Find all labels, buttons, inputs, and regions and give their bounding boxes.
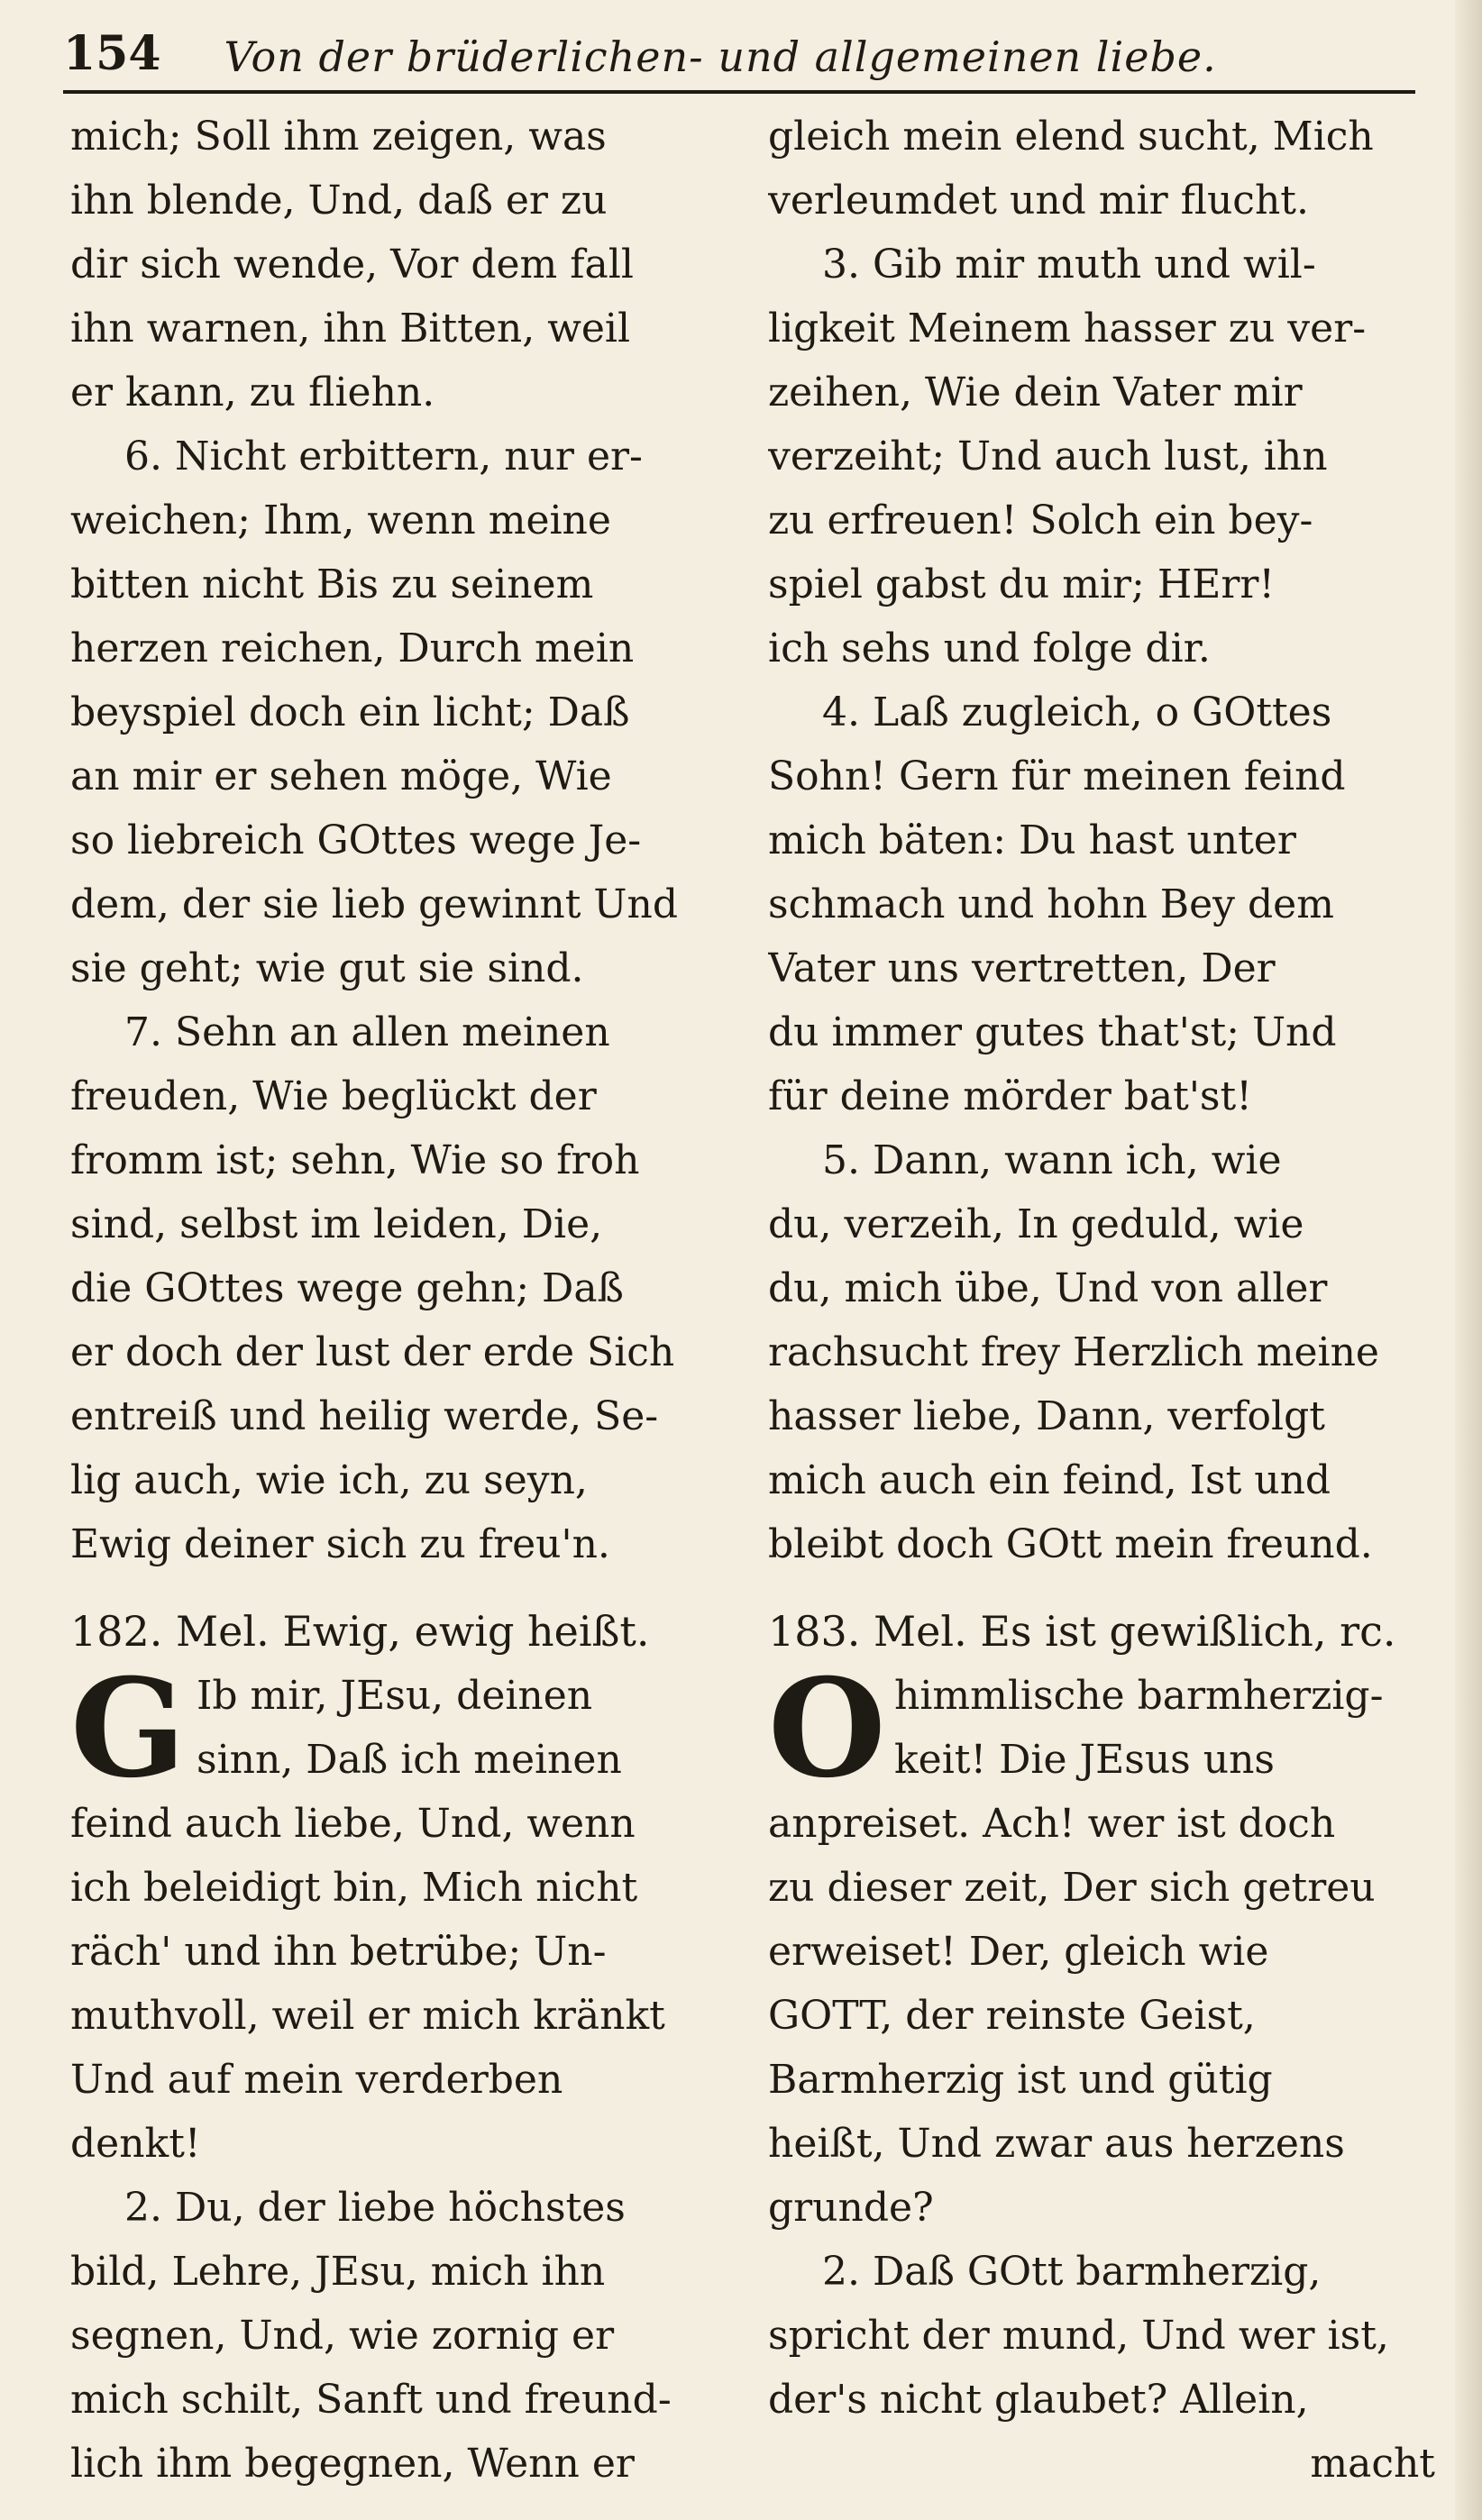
text-line: mich schilt, Sanft und freund- bbox=[70, 2377, 672, 2423]
text-line: feind auch liebe, Und, wenn bbox=[70, 1801, 636, 1847]
hymn-183-cap-line: keit! Die JEsus uns bbox=[894, 1737, 1275, 1783]
hymn-182-dropcap: G bbox=[70, 1649, 187, 1808]
page-number: 154 bbox=[63, 26, 161, 81]
text-line: fromm ist; sehn, Wie so froh bbox=[70, 1137, 640, 1183]
hymn-182-opening bbox=[70, 1649, 737, 1808]
text-line: an mir er sehen möge, Wie bbox=[70, 753, 612, 799]
text-line: mich; Soll ihm zeigen, was bbox=[70, 114, 607, 160]
text-line: sie geht; wie gut sie sind. bbox=[70, 945, 584, 991]
text-line: Vater uns vertretten, Der bbox=[768, 945, 1276, 991]
text-line: freuden, Wie beglückt der bbox=[70, 1073, 597, 1119]
text-line: 3. Gib mir muth und wil- bbox=[822, 242, 1316, 288]
text-line: denkt! bbox=[70, 2121, 201, 2167]
text-line: verleumdet und mir flucht. bbox=[768, 178, 1309, 224]
text-line: weichen; Ihm, wenn meine bbox=[70, 498, 611, 543]
text-line: bitten nicht Bis zu seinem bbox=[70, 562, 594, 607]
right-column bbox=[768, 105, 1435, 2496]
text-line: Barmherzig ist und gütig bbox=[768, 2057, 1273, 2103]
text-line: er doch der lust der erde Sich bbox=[70, 1329, 675, 1375]
text-line: herzen reichen, Durch mein bbox=[70, 625, 635, 671]
left-column-text bbox=[70, 105, 737, 1576]
hymn-183-cap-line: himmlische barmherzig- bbox=[894, 1673, 1384, 1719]
text-line: Sohn! Gern für meinen feind bbox=[768, 753, 1346, 799]
hymn-182-text bbox=[70, 1792, 737, 2496]
page-edge bbox=[1455, 0, 1482, 2520]
text-line: verzeiht; Und auch lust, ihn bbox=[768, 434, 1328, 479]
text-line: spricht der mund, Und wer ist, bbox=[768, 2313, 1389, 2359]
text-line: zu erfreuen! Solch ein bey- bbox=[768, 498, 1313, 543]
header-rule bbox=[63, 90, 1415, 94]
hymn-182-cap-line: sinn, Daß ich meinen bbox=[197, 1737, 622, 1783]
running-title: Von der brüderlichen- und allgemeinen liebe. bbox=[224, 32, 1217, 81]
text-line: ihn blende, Und, daß er zu bbox=[70, 178, 608, 224]
text-line: bleibt doch GOtt mein freund. bbox=[768, 1521, 1373, 1567]
text-line: sind, selbst im leiden, Die, bbox=[70, 1201, 603, 1247]
text-line: dem, der sie lieb gewinnt Und bbox=[70, 881, 679, 927]
text-line: ligkeit Meinem hasser zu ver- bbox=[768, 306, 1367, 352]
text-line: anpreiset. Ach! wer ist doch bbox=[768, 1801, 1336, 1847]
text-line: ihn warnen, ihn Bitten, weil bbox=[70, 306, 631, 352]
text-line: 5. Dann, wann ich, wie bbox=[822, 1137, 1282, 1183]
hymn-183-opening bbox=[768, 1649, 1435, 1808]
right-column-text bbox=[768, 105, 1435, 1576]
hymn-182-heading: 182. Mel. Ewig, ewig heißt. bbox=[70, 1607, 650, 1656]
text-line: muthvoll, weil er mich kränkt bbox=[70, 1993, 665, 2039]
hymn-183-text bbox=[768, 1792, 1435, 2496]
text-line: für deine mörder bat'st! bbox=[768, 1073, 1252, 1119]
text-line: spiel gabst du mir; HErr! bbox=[768, 562, 1276, 607]
text-line: zu dieser zeit, Der sich getreu bbox=[768, 1865, 1376, 1911]
text-line: er kann, zu fliehn. bbox=[70, 370, 435, 415]
text-line: mich bäten: Du hast unter bbox=[768, 817, 1296, 863]
text-line: 7. Sehn an allen meinen bbox=[124, 1009, 610, 1055]
text-line: du immer gutes that'st; Und bbox=[768, 1009, 1337, 1055]
hymn-182-cap-line: Ib mir, JEsu, deinen bbox=[197, 1673, 593, 1719]
text-line: hasser liebe, Dann, verfolgt bbox=[768, 1393, 1325, 1439]
text-line: bild, Lehre, JEsu, mich ihn bbox=[70, 2249, 606, 2295]
text-line: entreiß und heilig werde, Se- bbox=[70, 1393, 659, 1439]
text-line: Und auf mein verderben bbox=[70, 2057, 563, 2103]
page-header bbox=[63, 25, 1433, 81]
text-line: du, verzeih, In geduld, wie bbox=[768, 1201, 1304, 1247]
text-line: grunde? bbox=[768, 2185, 934, 2231]
text-line: mich auch ein feind, Ist und bbox=[768, 1457, 1331, 1503]
text-line: räch' und ihn betrübe; Un- bbox=[70, 1929, 607, 1975]
text-line: 2. Daß GOtt barmherzig, bbox=[822, 2249, 1322, 2295]
text-line: 4. Laß zugleich, o GOttes bbox=[822, 689, 1332, 735]
hymn-183-heading: 183. Mel. Es ist gewißlich, rc. bbox=[768, 1607, 1396, 1656]
text-line: rachsucht frey Herzlich meine bbox=[768, 1329, 1379, 1375]
text-line: macht bbox=[1310, 2441, 1435, 2487]
text-line: segnen, Und, wie zornig er bbox=[70, 2313, 615, 2359]
text-line: so liebreich GOttes wege Je- bbox=[70, 817, 642, 863]
text-line: erweiset! Der, gleich wie bbox=[768, 1929, 1269, 1975]
text-line: gleich mein elend sucht, Mich bbox=[768, 114, 1374, 160]
text-line: ich sehs und folge dir. bbox=[768, 625, 1211, 671]
text-line: zeihen, Wie dein Vater mir bbox=[768, 370, 1303, 415]
text-line: lich ihm begegnen, Wenn er bbox=[70, 2441, 635, 2487]
text-line: Ewig deiner sich zu freu'n. bbox=[70, 1521, 610, 1567]
text-line: schmach und hohn Bey dem bbox=[768, 881, 1334, 927]
text-line: ich beleidigt bin, Mich nicht bbox=[70, 1865, 638, 1911]
text-line: lig auch, wie ich, zu seyn, bbox=[70, 1457, 588, 1503]
text-line: dir sich wende, Vor dem fall bbox=[70, 242, 634, 288]
text-line: der's nicht glaubet? Allein, bbox=[768, 2377, 1309, 2423]
text-line: beyspiel doch ein licht; Daß bbox=[70, 689, 630, 735]
text-line: 6. Nicht erbittern, nur er- bbox=[124, 434, 643, 479]
text-line: GOTT, der reinste Geist, bbox=[768, 1993, 1256, 2039]
text-line: heißt, Und zwar aus herzens bbox=[768, 2121, 1345, 2167]
hymn-183-dropcap: O bbox=[768, 1649, 886, 1808]
left-column bbox=[70, 105, 737, 2496]
text-line: 2. Du, der liebe höchstes bbox=[124, 2185, 626, 2231]
text-line: du, mich übe, Und von aller bbox=[768, 1265, 1328, 1311]
text-line: die GOttes wege gehn; Daß bbox=[70, 1265, 624, 1311]
